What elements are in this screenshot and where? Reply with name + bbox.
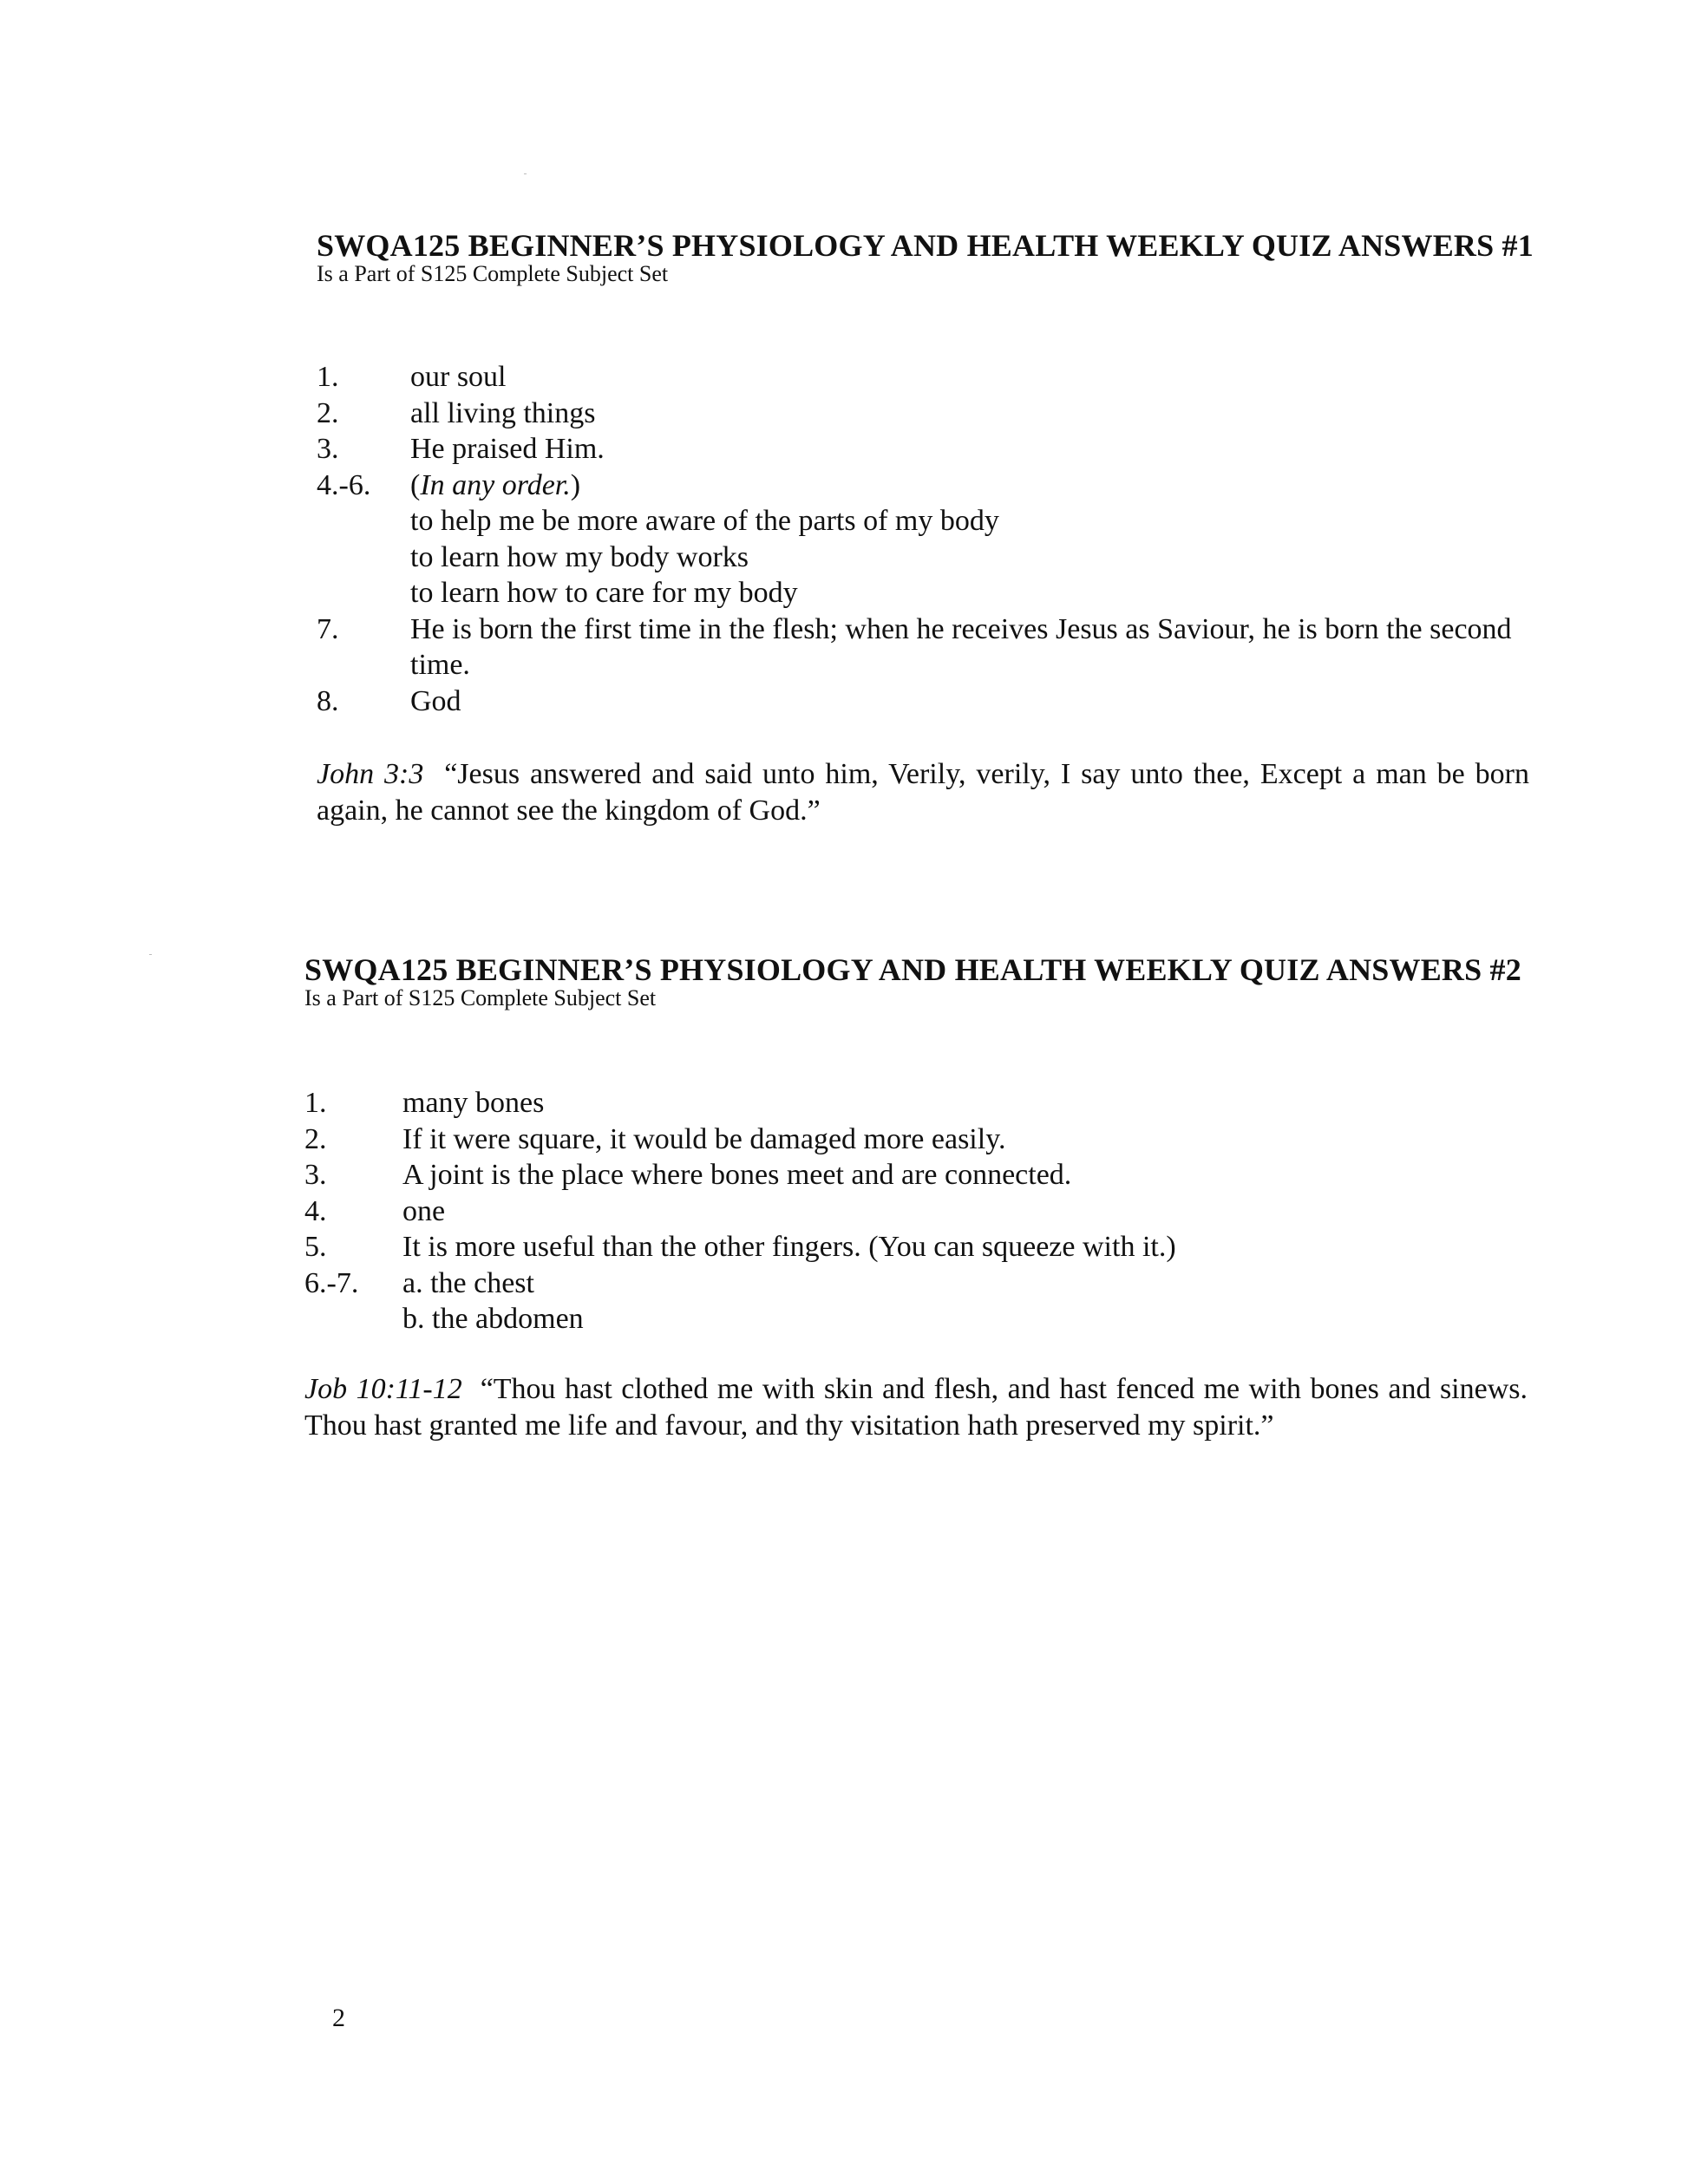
answer-number: 3.: [304, 1159, 327, 1191]
answer-text: to learn how to care for my body: [410, 577, 798, 609]
open-paren: (: [410, 468, 421, 501]
answer-text: a. the chest: [402, 1266, 534, 1299]
quiz-2-verse: [304, 1371, 1528, 1443]
list-item: [304, 1121, 1536, 1158]
list-item: [304, 1229, 1536, 1265]
quiz-2-answer-list: [304, 1085, 1536, 1337]
scan-speck: [149, 954, 152, 955]
list-item: [317, 683, 1548, 720]
quiz-1-title: SWQA125 BEGINNER’S PHYSIOLOGY AND HEALTH WEEKLY QUIZ ANSWERS #1: [317, 228, 1534, 263]
list-item: [304, 1193, 1536, 1230]
answer-text: If it were square, it would be damaged more easily.: [402, 1122, 1006, 1155]
answer-text: to help me be more aware of the parts of my body: [410, 505, 999, 537]
list-item: [317, 539, 1548, 576]
quiz-2-subtitle: Is a Part of S125 Complete Subject Set: [304, 985, 657, 1010]
answer-text: A joint is the place where bones meet and are connected.: [402, 1159, 1072, 1191]
answer-text: one: [402, 1194, 446, 1227]
list-item: [317, 575, 1548, 611]
quiz-1-answer-list: [317, 359, 1548, 719]
verse-reference: John 3:3: [317, 758, 424, 790]
answer-text: [410, 468, 580, 504]
answer-number: 2.: [304, 1122, 327, 1155]
scan-speck: [524, 173, 527, 174]
answer-text: It is more useful than the other fingers. (You can squeeze with it.): [402, 1231, 1176, 1263]
list-item: [304, 1265, 1536, 1302]
answer-number: 4.: [304, 1194, 327, 1227]
answer-number: 2.: [317, 396, 339, 429]
list-item: [317, 611, 1548, 683]
verse-text: “Jesus answered and said unto him, Verily, verily, I say unto thee, Except a man be born again, he cannot see the kingdom of God.”: [317, 758, 1529, 827]
answer-number: 1.: [317, 361, 339, 393]
list-item: [317, 468, 1548, 504]
quiz-1-verse: [317, 756, 1529, 828]
quiz-2-title: SWQA125 BEGINNER’S PHYSIOLOGY AND HEALTH WEEKLY QUIZ ANSWERS #2: [304, 952, 1521, 987]
close-paren: ): [570, 468, 581, 501]
list-item: [317, 431, 1548, 468]
verse-reference: Job 10:11-12: [304, 1373, 462, 1405]
answer-number: 5.: [304, 1231, 327, 1263]
answer-number: 8.: [317, 684, 339, 717]
answer-number: 6.-7.: [304, 1266, 359, 1299]
list-item: [317, 359, 1548, 396]
page-number: 2: [332, 2004, 345, 2032]
answer-text: our soul: [410, 361, 507, 393]
answer-number: 3.: [317, 433, 339, 465]
list-item: [304, 1157, 1536, 1193]
answer-text: many bones: [402, 1087, 545, 1119]
list-item: [317, 503, 1548, 539]
list-item: [304, 1085, 1536, 1121]
answer-number: 7.: [317, 612, 339, 645]
answer-text: b. the abdomen: [402, 1303, 584, 1335]
list-item: [317, 396, 1548, 432]
answer-text: He is born the first time in the flesh; when he receives Jesus as Saviour, he is born the second time.: [410, 612, 1512, 681]
answer-number: 1.: [304, 1087, 327, 1119]
verse-text: “Thou hast clothed me with skin and flesh, and hast fenced me with bones and sinews. Thou hast granted me life and favour, and thy visitation hath preserved my spirit.”: [304, 1373, 1528, 1442]
list-item: [304, 1301, 1536, 1337]
answer-text: to learn how my body works: [410, 540, 749, 573]
answer-text: all living things: [410, 396, 596, 429]
answer-text: God: [410, 684, 461, 717]
answer-note-italic: In any order.: [420, 468, 571, 501]
answer-text: He praised Him.: [410, 433, 605, 465]
quiz-1-subtitle: Is a Part of S125 Complete Subject Set: [317, 261, 669, 286]
answer-number: 4.-6.: [317, 468, 371, 501]
